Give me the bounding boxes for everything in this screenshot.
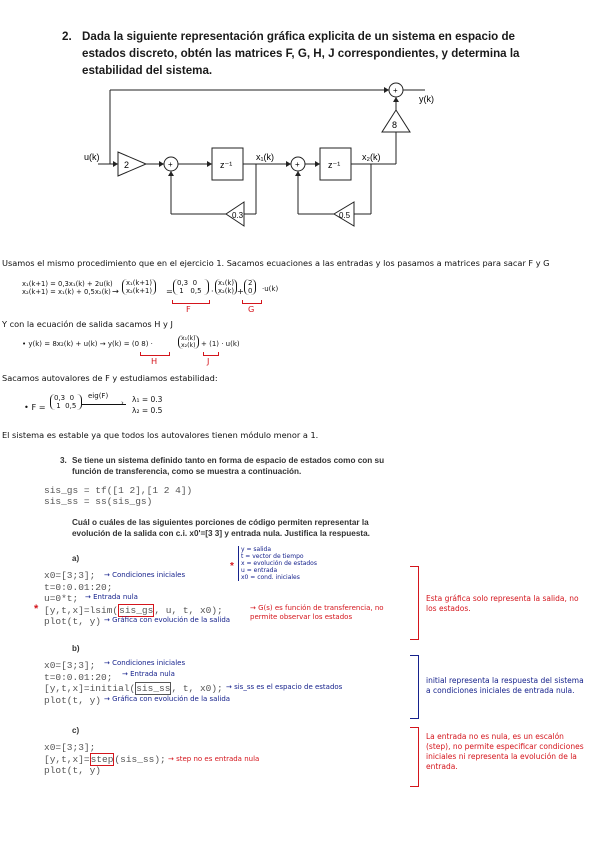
- J-expression: + (1) · u(k): [201, 340, 240, 348]
- question-2: [62, 28, 552, 79]
- a-side-note: Esta gráfica solo representa la salida, no los estados.: [426, 594, 579, 613]
- notes-intro: Usamos el mismo procedimiento que en el ejercicio 1. Sacamos ecuaciones a las entradas y los pasamos a matrices para sacar F y G: [2, 258, 550, 268]
- arrow: →: [112, 286, 119, 296]
- question-3-number: 3.: [60, 456, 67, 465]
- b-side-note: initial representa la respuesta del sistema a condiciones iniciales de entrada nula.: [426, 676, 584, 695]
- option-a-code: x0=[3;3]; t=0:0.01:20; u=0*t; [y,t,x]=lsim(sis_gs, u, t, x0); plot(t, y): [44, 570, 223, 627]
- state-equations: [22, 280, 113, 296]
- gain-2-block: [118, 152, 146, 176]
- output-eq: • y(k) = 8x₂(k) + u(k) → y(k) = (0 8) ·: [22, 340, 153, 348]
- gain-2-label: 2: [124, 160, 130, 170]
- F-eq: F =: [31, 402, 46, 412]
- state-eq-1: x₁(k+1) = 0,3x₁(k) + 2u(k): [22, 280, 113, 288]
- J-underline: [203, 352, 219, 356]
- lhs-vec-1: x₁(k+1): [126, 279, 153, 287]
- sum2-sign: +: [295, 160, 300, 169]
- F-matrix: [173, 279, 209, 295]
- option-b-code: x0=[3;3]; t=0:0.01:20; [y,t,x]=initial(sis_ss, t, x0); plot(t, y): [44, 660, 223, 706]
- delay2-label: z⁻¹: [328, 160, 341, 170]
- G-vector: 2 0: [244, 279, 256, 295]
- output-intro: Y con la ecuación de salida sacamos H y J: [2, 319, 173, 329]
- lambda-2: λ₂ = 0.5: [132, 406, 163, 415]
- a-note-gs: G(s) es función de transferencia, no permite observar los estados: [250, 604, 384, 621]
- input-label: u(k): [84, 152, 100, 162]
- fb2-label: 0.5: [339, 211, 351, 220]
- wrong-mark-a: *: [34, 603, 39, 615]
- a-note-plot: Gráfica con evolución de la salida: [112, 616, 231, 624]
- H-label: H: [151, 356, 158, 366]
- state2-label: x₂(k): [362, 152, 381, 162]
- lambda-1: λ₁ = 0.3: [132, 395, 163, 404]
- b-note-ss: sis_ss es el espacio de estados: [234, 683, 343, 691]
- c-side-note: La entrada no es nula, es un escalón (step), no permite especificar condiciones iniciales ni representa la evolución de la entrada.: [426, 732, 584, 771]
- block-diagram: [80, 78, 440, 238]
- J-label: J: [207, 356, 210, 366]
- sum1-sign: +: [168, 160, 173, 169]
- F-underline: [172, 300, 210, 304]
- q3-question: Cuál o cuáles de las siguientes porciones de código permiten representar la evolución de la salida con c.i. x0'=[3 3] y entrada nula. Justifica la respuesta.: [72, 518, 370, 538]
- state-eq-2: x₂(k+1) = x₁(k) + 0,5x₂(k): [22, 288, 111, 296]
- F11: 0,3: [177, 279, 189, 287]
- a-bracket: [410, 566, 419, 640]
- sumout-sign: +: [393, 86, 398, 95]
- b-note-ci: Condiciones iniciales: [112, 659, 186, 667]
- sis-ss-highlight: sis_ss: [136, 683, 171, 694]
- a-note-nula: Entrada nula: [93, 593, 138, 601]
- F21: 1: [179, 287, 184, 295]
- c-bracket: [410, 727, 419, 787]
- F-matrix-2: 0,3 0 1 0,5: [50, 394, 82, 410]
- question-2-text: Dada la siguiente representación gráfica explicita de un sistema en espacio de estados discreto, obtén las matrices F, G, H, J correspondientes, y determina la estabilidad del sistema.: [82, 30, 520, 77]
- G-label: G: [248, 304, 255, 314]
- option-c-code: x0=[3;3]; [y,t,x]=step(sis_ss); plot(t, y): [44, 742, 166, 776]
- conclusion: El sistema es estable ya que todos los autovalores tienen módulo menor a 1.: [2, 430, 319, 440]
- question-3: [60, 455, 400, 477]
- b-bracket: [410, 655, 419, 719]
- eigenvalues: [132, 394, 162, 416]
- c-note-step: step no es entrada nula: [176, 755, 260, 763]
- gain-8-label: 8: [392, 120, 398, 130]
- fb1-label: 0.3: [232, 211, 244, 220]
- F22: 0,5: [190, 287, 202, 295]
- a-note-ci: Condiciones iniciales: [112, 571, 186, 579]
- code-line-2: sis_ss = ss(sis_gs): [44, 496, 153, 507]
- F12: 0: [192, 279, 198, 287]
- option-a-label: a): [72, 554, 80, 563]
- state1-label: x₁(k): [256, 152, 275, 162]
- eig-intro: Sacamos autovalores de F y estudiamos estabilidad:: [2, 373, 218, 383]
- question-3-text: Se tiene un sistema definido tanto en forma de espacio de estados como con su función de transferencia, como se muestra a continuación.: [72, 456, 385, 476]
- eig-arrow: [82, 404, 126, 405]
- x-vector-2: x₁(k) x₂(k): [178, 335, 199, 349]
- eig-label: eig(F): [88, 392, 109, 400]
- b-note-plot: Gráfica con evolución de la salida: [112, 695, 231, 703]
- q3-code: [44, 485, 192, 507]
- F-label: F: [186, 304, 191, 314]
- lhs-vec-2: x₂(k+1): [126, 287, 153, 295]
- x-vector: x₁(k) x₂(k): [215, 279, 237, 295]
- sis-gs-highlight: sis_gs: [119, 604, 154, 616]
- delay1-label: z⁻¹: [220, 160, 233, 170]
- a-legend: y = salida t = vector de tiempo x = evolución de estados u = entrada x0 = cond. iniciales: [238, 546, 317, 581]
- option-c-label: c): [72, 726, 80, 735]
- code-line-1: sis_gs = tf([1 2],[1 2 4]): [44, 485, 193, 496]
- option-b-label: b): [72, 644, 80, 653]
- output-label: y(k): [419, 94, 434, 104]
- b-note-nula: Entrada nula: [130, 670, 175, 678]
- question-2-number: 2.: [62, 30, 72, 43]
- lhs-vector: [122, 279, 156, 295]
- step-highlight: step: [90, 753, 114, 765]
